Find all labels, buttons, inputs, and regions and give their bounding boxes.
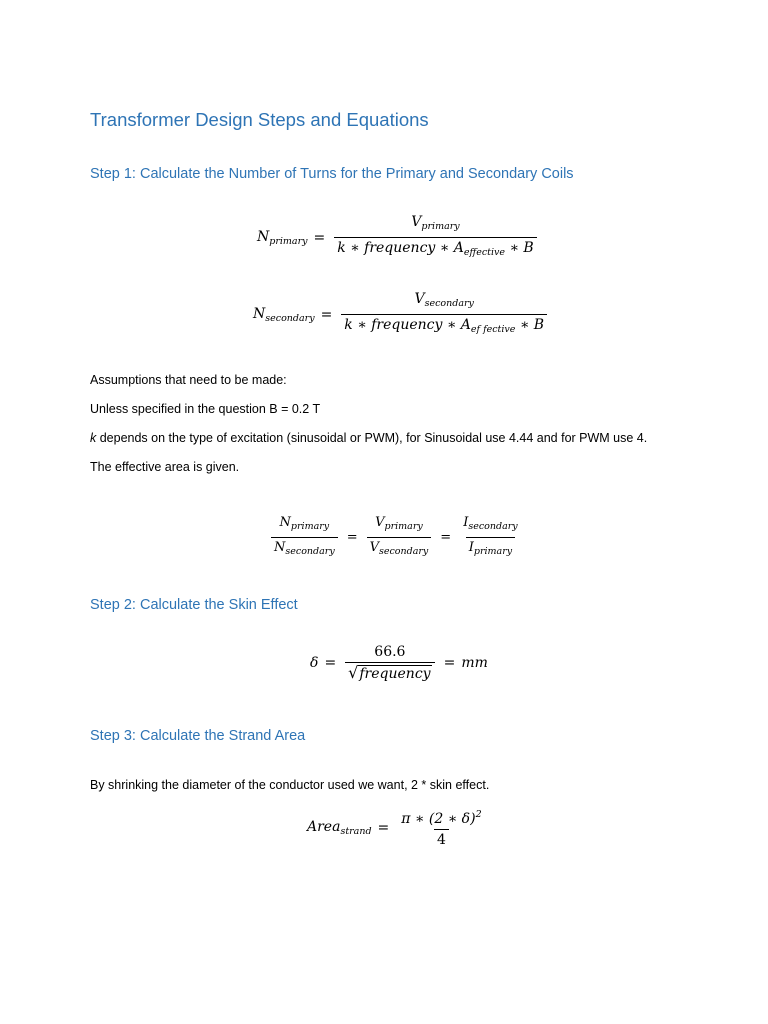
skin-effect-fraction: 66.6 √ frequency <box>345 644 434 682</box>
assumption-k: k depends on the type of excitation (sinusoidal or PWM), for Sinusoidal use 4.44 and for PWM use 4. <box>90 431 648 445</box>
step2-heading: Step 2: Calculate the Skin Effect <box>90 597 298 613</box>
assumptions-heading: Assumptions that need to be made: <box>90 373 287 387</box>
eq1-lhs: $N_{primary}$ <box>257 228 308 247</box>
ratio-v-fraction: $\frac{V_{primary}}{V_{secondary}}$ <box>367 515 432 560</box>
sqrt-symbol: √ frequency <box>348 663 431 682</box>
ratio-n-fraction: $\frac{N_{primary}}{N_{secondary}}$ <box>271 515 338 560</box>
document-title: Transformer Design Steps and Equations <box>90 109 429 130</box>
equation-n-secondary: $N_{secondary}$ = $\frac{V_{secondary}}{k ∗ frequency ∗ A_{ef fective} ∗ B}$ <box>253 291 550 338</box>
step3-heading: Step 3: Calculate the Strand Area <box>90 728 306 744</box>
equation-n-primary: $N_{primary}$ = $\frac{V_{primary}}{k ∗ frequency ∗ A_{effective} ∗ B}$ <box>257 214 540 261</box>
eq1-fraction: $\frac{V_{primary}}{k ∗ frequency ∗ A_{effective} ∗ B}$ <box>334 214 536 261</box>
step1-heading: Step 1: Calculate the Number of Turns for the Primary and Secondary Coils <box>90 166 574 182</box>
assumption-b: Unless specified in the question B = 0.2 T <box>90 402 321 416</box>
assumption-area: The effective area is given. <box>90 460 240 474</box>
eq2-lhs: $N_{secondary}$ <box>253 305 315 324</box>
equation-skin-effect: δ = 66.6 √ frequency = mm <box>310 644 488 682</box>
ratio-i-fraction: $\frac{I_{secondary}}{I_{primary}}$ <box>460 515 520 560</box>
eq2-fraction: $\frac{V_{secondary}}{k ∗ frequency ∗ A_{ef fective} ∗ B}$ <box>341 291 547 338</box>
strand-area-fraction: $\frac{\pi ∗ (2 ∗ \delta)^2}{4}$ <box>401 809 482 848</box>
equation-strand-area: Area$_{strand}$ = $\frac{\pi ∗ (2 ∗ \delta)^2}{4}$ <box>307 807 488 848</box>
equation-turns-ratio: $\frac{N_{primary}}{N_{secondary}}$ = $\frac{V_{primary}}{V_{secondary}}$ = $\frac{I_{secondary}}{I_{primary}}$ <box>268 515 524 560</box>
step3-text: By shrinking the diameter of the conductor used we want, 2 * skin effect. <box>90 778 490 792</box>
